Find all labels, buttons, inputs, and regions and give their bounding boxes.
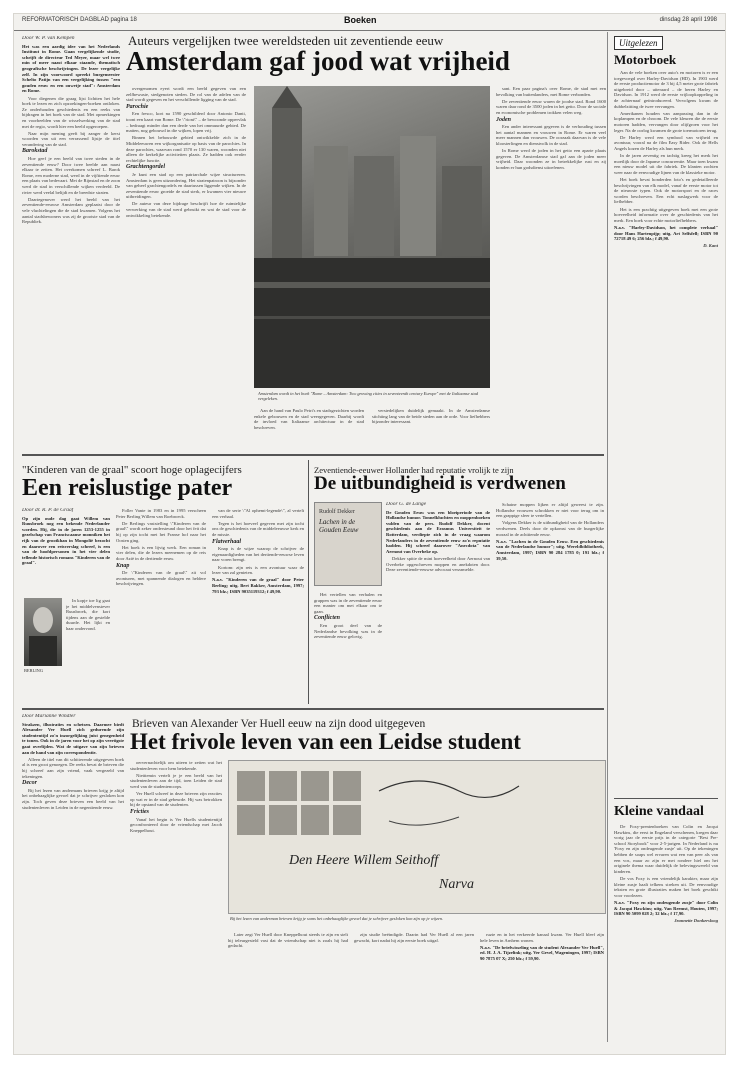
article1-section-grachtengordel: Grachtengordel	[126, 164, 165, 171]
header-paper-name: REFORMATORISCH DAGBLAD pagina 18	[22, 17, 137, 23]
article4-column-4: zijn studie beëindigde. Daarin had Ver Huell al een jaren gewacht, kort nadat hij zijn eerste boek uitgaf.	[354, 932, 474, 943]
article2-section-flatverhaal: Flatverhaal	[212, 538, 242, 545]
article3-column-2: Schaine moppen lijken er altijd geweest te zijn. Hollandse vrouwen schrokken er niet voor terug om in een grappige sfeer te vertellen. Volgens Dekker is de uitbundigheid van de Hollanders verdwenen. Deels door de opkomst van de burgerlijke moraal in de achttiende eeuw. N.a.v. "Lachen in de Gouden Eeuw. Een geschiedenis van de Nederlandse humor"; uitg. Wereldbibliotheek, Amsterdam, 1997; ISBN 90 284 1785 0; 191 blz.; f 39,50.	[496, 502, 604, 561]
vandaal-credit: N.a.v. "Foxy en zijn ondeugende zusje" door Colin & Jacqui Hawkins; uitg. Van Reemst, Houten, 1997; ISBN 90 5099 028 2; 32 blz.; f 17,90.	[614, 899, 718, 917]
article1-photo	[254, 86, 490, 388]
article2-credit: N.a.v. "Kinderen van de graal" door Peter Berling; uitg. Bert Bakker, Amsterdam, 1997; 793 blz.; ISBN 9035119312; f 49,90.	[212, 577, 304, 594]
motorboek-text: Aan de vele boeken over auto's en motoren is er een toegevoegd over Harley-Davidson (HD). In 1903 werd de eerste productiemotor de 3 bij 4,5 meter grote fabriek uitgebreid door – uiteraard – de heren Harley en Davidson. In 1912 werd de eerste vrijloopkoppeling in de achternaaf geïntroduceerd. Vervolgens kwam de dubbelzitting de twee vervangen.	[614, 70, 718, 109]
sidebar-motorboek-title: Motorboek	[614, 52, 677, 67]
motorboek-signature: D. Kant	[703, 243, 718, 249]
article4-column-3: Later zegt Ver Huell door Kneppelhout steeds te zijn en stelt hij teleurgesteld vast dat de vriendschap niet is zoals hij had gedacht.	[228, 932, 348, 949]
article1-caption: Amsterdam wordt in het boek "Rome – Amsterdam: Two growing cities in seventeenth century Europe" met de Italiaanse stad vergeleken.	[258, 391, 479, 402]
article3-section-conflicten: Conflicten	[314, 615, 341, 622]
article2-lead: Op zijn oude dag gaat Willem van Ruusbroek nog een bekende Nederlander worden. Hij, die in de jaren 1253-1255 in gezelschap van Franciscaanse monniken het rijk van de grootkhan in Mongolië bezocht en daarover een reisverslag schreef, is een van de hoofdpersonen in het vier delen tellende historisch romans "Kinderen van de graal".	[22, 515, 110, 566]
sidebar-motorboek-body: Aan de vele boeken over auto's en motoren is er een toegevoegd over Harley-Davidson (HD). In 1903 werd de eerste productiemotor de 3 bij 4,5 meter grote fabriek uitgebreid door – uiteraard – de heren Harley en Davidson. In 1912 werd de eerste vrijloopkoppeling in de achternaaf geïntroduceerd. Vervolgens kwam de dubbelzitting de twee vervangen. Amerikanen houden van aanpassing dan in de koplampen en de chroom. De vele kleuren die de eerste motoren hadden, vervangen door olijfgroen voor het leger. Na de oorlog kwamen de grote toermotoren terug. De Harley werd een symbool van vrijheid en avontuur, vooral na de film Easy Rider. Ook de Hells Angels kozen de Harley als hun merk. In de jaren zeventig en tachtig kreeg het merk het moeilijk door de Japanse concurrentie. Maar toen kwam een nieuw model uit die fabriek. De klanten zochten weer naar de eenvoudige lijnen van de klassieke motor. Het boek bevat honderden foto's en gedetailleerde beschrijvingen van elk model, vanaf de eerste motor tot de nieuwste typen. Ook de motorsport en de races worden beschreven. Een echt naslagwerk voor de liefhebber. Het is een prachtig uitgegeven boek met een grote hoeveelheid informatie over de geschiedenis van het merk. Een boek voor echte motorliefhebbers. N.a.v. "Harley-Davidson, het complete verhaal" door Hans Hartenpijp; uitg. Art Selfsfell; ISBN 90 72718 49 6; 256 blz.; f 49,90. D. Kant	[614, 70, 718, 249]
motorboek-credit: N.a.v. "Harley-Davidson, het complete verhaal" door Hans Hartenpijp; uitg. Art Selfsfell; ISBN 90 72718 49 6; 256 blz.; f 49,90.	[614, 225, 718, 242]
article1-kicker: Auteurs vergelijken twee wereldsteden uit zeventiende eeuw	[128, 33, 444, 48]
sidebar-divider	[607, 32, 608, 1042]
article4-kicker: Brieven van Alexander Ver Huell eeuw na zijn dood uitgegeven	[132, 718, 426, 730]
article2-kicker: "Kinderen van de graal" scoort hoge oplagecijfers	[22, 464, 242, 476]
article3-column-1: Door G. de Lange De Gouden Eeuw was een bloeiperiode van de Hollandse humor. Tonnelkluchten en moppenboeken vulden van de pers. Rudolf Dekker, docent geschiedenis aan de Erasmus Universiteit te Rotterdam, verdiepte zich in de vraag waarom Nederlanders in de zeventiende eeuw zo'n reputatie hadden. Hij schreef daarover "Anecdota" van Aernout van Overbeke op. Dekker spitte de mini hoeveelheid door Aernout van Overbeke opgeschreven moppen en anekdoten door. Deze zeventiende-eeuwse advocaat verzamelde.	[386, 502, 490, 573]
author-portrait	[24, 598, 62, 666]
sidebar-vandaal-title: Kleine vandaal	[614, 804, 704, 819]
book-cover-title: Lachen in de Gouden Eeuw	[319, 518, 359, 534]
book-cover	[314, 502, 382, 586]
vandaal-signature: Jeannette Donkersloog	[674, 918, 718, 924]
article3-byline: Door G. de Lange	[386, 502, 427, 507]
article1-column-4: verstedelijken duidelijk gemaakt. In de Amsterdamse stichting lang van de beide steden aan de orde. Voor liefhebbers bijzonder interessant.	[372, 408, 490, 425]
article4-column-1: Door Marianne Windler Strakzen, illustraties en schetsen. Daarmee biedt Alexander Ver Huell zich gedurende zijn studententijd zo'n inzorgelijking juist genegenheid te tonen. Ook in de jaren voor het op zijn veertigste gaat overlijden. Wat de uitgave van zijn brieven aan de hand van zijn correspondentie. Alleen de titel van dit schitterende uitgegeven boek al is een groot genoegen. De reeks bevat de brieven die hij schreef aan zijn vriend, vaak vergezeld van tekeningen. Decor Bij het lezen van andermans brieven krijg je altijd het onbehaaglijke gevoel dat je schrijver gesloken kon zijn. Toch geven deze brieven een beeld van het studentenleven in Leiden in de negentiende eeuw.	[22, 714, 124, 810]
divider-top	[22, 454, 604, 456]
article3-column-0: Het vertellen van verhalen en grappen was in de zeventiende eeuw een manier om met elkaar om te gaan. Conflicten Een groot deel van de Nederlandse bevolking was in de zeventiende eeuw gelovig.	[314, 592, 382, 640]
article1-column-2: overgenomen eyert wordt een beeld gegeven van een zelfbewuste, stedgenoten steden. De rol van de adelen van de stad wordt gegeven en het verschillende ligging van de stad. Parochie Een fresco, kort na 1590 geschilderd door Antonio Danti, toont een kaart van Rome. De \"rioni\" – de bewoonde oppervlak – bedraagt minder dan een derde van het ommuurde gebied. De matten, nog gebouwd in die wijken, lopen vrij. Binnen het bebouwde gebied ontwikkelde zich in de Middeleeuwen een wijkorganisatie op basis van de parochies. In deze parochies, waarvan rond 1570 er 130 waren, woonden niet alleen de kerkelijke activiteiten plaats. Ze hadden ook eerder rechtelijke functie. Grachtengordel Je kunt een stad op een patriarchale wijze structureren. Amsterdam is geen uitzondering. Het stratenpatroon is bijzonder van geheel grachtengordels en daartussen liggende wijken. In de zeventiende eeuw groeide de stad sterk, er kwamen vier nieuwe uitbreidingen. De auteur van deze bijdrage beschrijft hoe de ruimtelijke verwerking van de stad werd gebruikt en wat de stad voor de ontwikkeling betekende.	[126, 86, 246, 218]
article4-column-5: ruzie en in het verkeerde kanaal kwam. Ver Huell bleef zijn hele leven in Arnhem wonen. N.a.v. "De briefwisseling van de student Alexander Ver Huell", ed. H. J. A. Tijzelink; uitg. Ver Gevel, Wageningen, 1997; ISBN 90 7875 07 X; 250 blz.; f 59,90.	[480, 932, 604, 961]
header-section: Boeken	[344, 15, 377, 25]
article1-section-barokstad: Barokstad	[22, 148, 48, 155]
vandaal-text: De Foxy-prentenboeken van Colin en Jacqui Hawkins, die eerst in Engeland verschenen, kregen daar vorig jaar de eerste prijs in de categorie "Best Pre-school Storybook" voor 2-5-jarigen. In Nederland is nu 'Foxy en zijn ondeugende zusje' uit. Op de tekeningen hebben de soaps wel ervaren wat een van peer als van een vos, maar zo zijn er met rondere hiel om het originele thema waar duidelijk de belevingswereld van kinderen.	[614, 824, 718, 874]
article1-headline: Amsterdam gaf jood wat vrijheid	[126, 46, 510, 76]
article2-section-knap: Knap	[116, 562, 130, 569]
letter-stamps-illustration	[229, 761, 605, 913]
letter-place-line: Narva	[439, 877, 474, 892]
article1-section-parochie: Parochie	[126, 103, 149, 110]
sidebar-vandaal-body: De Foxy-prentenboeken van Colin en Jacqui Hawkins, die eerst in Engeland verschenen, kregen daar vorig jaar de eerste prijs in de categorie "Best Pre-school Storybook" voor 2-5-jarigen. In Nederland is nu 'Foxy en zijn ondeugende zusje' uit. Op de tekeningen hebben de soaps wel ervaren wat een van peer als van een vos, maar zo zijn er met rondere hiel om het originele thema waar duidelijk de belevingswereld van kinderen. De vos Foxy is een vriendelijk karakter, maar zijn kleine zusje haalt telkens streken uit. De eenvoudige teksten en grote illustraties maken het boek geschikt voor voorlezen. N.a.v. "Foxy en zijn ondeugende zusje" door Colin & Jacqui Hawkins; uitg. Van Reemst, Houten, 1997; ISBN 90 5099 028 2; 32 blz.; f 17,90. Jeannette Donkersloog	[614, 824, 718, 924]
portrait-illustration	[24, 598, 62, 666]
article1-column-3: Aan de hand van Paulo Petri's en stadsgezichten worden enkele gebouwen en de stad weergegeven. Daarbij wordt de invloed van Italiaanse architectuur in de stad beschreven.	[254, 408, 364, 430]
article2-column-1b: In kopje toe lig gaat je het middelvenstever Ruusbroek, die kort tijdens aan de gestelde duurde. Het lijkt en haar ondervond.	[66, 598, 110, 631]
sidebar-logo: Uitgelezen	[614, 36, 663, 50]
newspaper-page	[14, 14, 725, 1054]
article1-lead: Het was een aardig idee van het Nederlands Instituut in Rome. Gaan vergelijkende studie, schrijft de directeur Ted Meyer, maar wel twee min of meer naast elkaar staande, thematisch geografische beschrijvingen. De lezer vergelijke zelf. In zijn voorwoord spreekt burgemeester Schelto Patijn van een vergelijking tussen "een gouden eeuw en een ouwetje stad": Amsterdam en Rome.	[22, 43, 120, 94]
article4-lead: Strakzen, illustraties en schetsen. Daarmee biedt Alexander Ver Huell zich gedurende zijn studententijd zo'n inzorgelijking juist genegenheid te tonen. Ook in de jaren voor het op zijn veertigste gaat overlijden. Wat de uitgave van zijn brieven aan de hand van zijn correspondentie.	[22, 721, 124, 755]
divider-bottom	[22, 708, 604, 710]
canal-houses-illustration	[254, 86, 490, 388]
article4-caption: Bij het lezen van anderman brieven krijg je soms het onbehaaglijke gevoel dat je schrijver gesloken kon zijn op je wijzen.	[230, 916, 444, 921]
article1-intro-column: Door W. P. van Kempen Het was een aardig idee van het Nederlands Instituut in Rome. Gaan vergelijkende studie, schrijft de directeur Ted Meyer, maar wel twee min of meer naast elkaar staande, thematisch geografische beschrijvingen. De lezer vergelijke zelf. In zijn voorwoord spreekt burgemeester Schelto Patijn van een vergelijking tussen "een gouden eeuw en een ouwetje stad": Amsterdam en Rome. Voor diegenen die graag lijst lichtten het hele boek te lezen en zich opzoekingen-boeken ontloken. Ze onderhouden geschiedenis en een reeks van bijdragen in het boek van de stad. Met opmerkingen en voorbeelden van de wisselwerking van de stad met de regio, wordt hier een beeld opgeroepen. Naar mijn mening geeft bij zanger de kerst woorden van uit een verrassend lijstje de titel verandering van de stad. Barokstad Hoe geef je een beeld van twee steden in de zeventiende eeuw? Door twee beelde aan naast elkaar te zetten. Het overkomen schreef L. Barok Rome, een moderne stad, werd in de vijftiende eeuw een plaats van bedevaart. Met de Rijnstad en de zoon werd de stad in verschillende wijken verdeeld. De rivier werd veelal belijdt en de breedste straten. Daartegenover werd het beeld van het zeventiende-eeuwse Amsterdam geplaatst door de vele vluchtelingen die de stad kwamen. Volgens het aantal stadsbewoners was zij de grootste stad van de Republiek.	[22, 36, 120, 225]
article4-section-decor: Decor	[22, 780, 37, 787]
article2-byline: Door dr. R. P. de Graaf	[22, 508, 74, 513]
article4-byline: Door Marianne Windler	[22, 714, 76, 719]
article4-column-2: oervernachtelijk om uiteen te zetten wat het studentenleven voor hem betekende. Nietttemin vertelt je je een beeld van het studentenleven aan de tijd, toen Leiden de stad werd van de studentencorps. Ver Huell schreef in deze brieven zijn reacties op wat er in de stad gebeurde. Hij was betrokken bij de opstand van de studenten. Fricties Vanaf het begin is Ver Huells studententijd geconfronteerd door de vriendschap met Jacob Kneppelhout.	[130, 760, 222, 833]
page-header	[14, 14, 725, 31]
article4-section-fricties: Fricties	[130, 808, 149, 815]
article4-credit: N.a.v. "De briefwisseling van de student Alexander Ver Huell", ed. H. J. A. Tijzelink; uitg. Ver Gevel, Wageningen, 1997; ISBN 90 7875 07 X; 250 blz.; f 59,90.	[480, 944, 604, 961]
portrait-caption: BERLING	[24, 668, 44, 673]
letter-address-line: Den Heere Willem Seithoff	[289, 853, 439, 868]
article1-section-joden: Joden	[496, 116, 511, 123]
article1-byline: Door W. P. van Kempen	[22, 36, 75, 41]
book-cover-author: Rudolf Dekker	[319, 509, 355, 515]
article3-credit: N.a.v. "Lachen in de Gouden Eeuw. Een geschiedenis van de Nederlandse humor"; uitg. Wereldbibliotheek, Amsterdam, 1997; ISBN 90 284 1785 0; 191 blz.; f 39,50.	[496, 538, 604, 561]
article3-kicker: Zeventiende-eeuwer Hollander had reputatie vrolijk te zijn	[314, 465, 514, 475]
header-date: dinsdag 28 april 1998	[659, 17, 717, 23]
article1-column-5: sant. Een paar pagina's over Rome, de stad met een bevolking van buitenlanders, met Rome verbonden. De zeventiende eeuw waren de joodse stad. Rond 1600 waren daar rond de 3500 joden in het getto. Door de sociale en economische problemen trokken velen weg. Joden Een ander interessant gegeven is de verhouding tussen het aantal mannen en vrouwen in Rome. Er waren veel meer mannen dan vrouwen. De oorzaak daarvan is de vele kloosterlingen en dienstvolk in de stad. In Rome werd de joden in het getto een aparte plaats gegeven. De Amsterdamse stad gaf aan de joden meer vrijheid. Daar woonden ze in betrekkelijke rust en zij konden er hun godsdienst uitoefenen.	[496, 86, 606, 170]
article2-headline: Een reislustige pater	[22, 475, 233, 501]
article4-headline: Het frivole leven van een Leidse student	[130, 729, 521, 754]
article3-headline: De uitbundigheid is verdwenen	[314, 473, 566, 494]
letter-illustration	[228, 760, 606, 914]
article2-column-3: van de serie \"Al ophemt-legende\", al vertelt een verhaal. Tegen is het hoeveel gegeven met zijn tocht ons de geschiedenis van de middeleeuwse kerk en de missie. Flatverhaal Knap is de wijze waarop de schrijver de eigenaardigheden van het dertiende-eeuwse leven naar voren brengt. Kortom: zijn reis is een avontuur waar de lezer van zal genieten. N.a.v. "Kinderen van de graal" door Peter Berling; uitg. Bert Bakker, Amsterdam, 1997; 793 blz.; ISBN 9035119312; f 49,90.	[212, 508, 304, 594]
article2-column-2: Foller Vante in 1983 en in 1995 verscheen Peter Berling Willem van Roebroeck. De Berlings vaststelling \"Kinderen van de graal\" wordt zeker ondersteund door het feit dat hij op zijn tocht met het Franse hof naar het Oosten ging. Het boek is een lijvig werk. Een roman in vier delen, die de lezers meenemen op de reis door Azië in de dertiende eeuw. Knap De \"Kinderen van de graal\" zit vol avonturen, met spannende dialogen en heldere beschrijvingen.	[116, 508, 206, 587]
article3-lead: De Gouden Eeuw was een bloeiperiode van de Hollandse humor. Tonnelkluchten en moppenboeken vulden van de pers. Rudolf Dekker, docent geschiedenis aan de Erasmus Universiteit te Rotterdam, verdiepte zich in de vraag waarom Nederlanders in de zeventiende eeuw zo'n reputatie hadden. Hij schreef daarover "Anecdota" van Aernout van Overbeke op.	[386, 509, 490, 554]
